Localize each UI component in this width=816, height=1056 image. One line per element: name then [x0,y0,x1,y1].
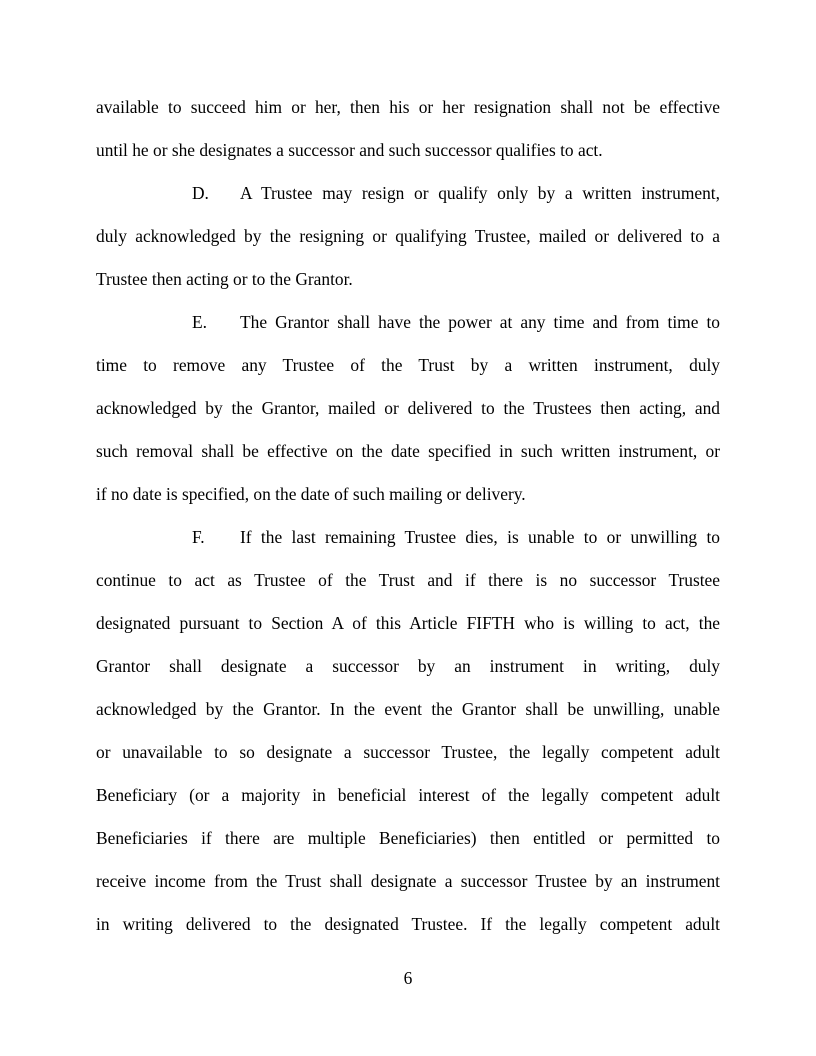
body-text-line: duly acknowledged by the resigning or qualifying Trustee, mailed or delivered to a [96,226,720,246]
paragraph-e-first-line [192,310,720,334]
body-text-line: Beneficiary (or a majority in beneficial interest of the legally competent adult [96,785,720,805]
body-text-line: such removal shall be effective on the date specified in such written instrument, or [96,441,720,461]
paragraph-f-first-line [192,525,720,549]
paragraph-d-first-text: A Trustee may resign or qualify only by a written instrument, [240,183,720,203]
body-text-line: until he or she designates a successor and such successor qualifies to act. [96,140,603,160]
paragraph-e-first-text: The Grantor shall have the power at any time and from time to [240,312,720,332]
body-text-line: or unavailable to so designate a successor Trustee, the legally competent adult [96,742,720,762]
body-text-line: Grantor shall designate a successor by an instrument in writing, duly [96,656,720,676]
page-number: 6 [403,968,413,988]
body-text-line: time to remove any Trustee of the Trust by a written instrument, duly [96,355,720,375]
body-text-line: available to succeed him or her, then his or her resignation shall not be effective [96,97,720,117]
paragraph-f-label: F. [192,527,205,547]
body-text-line: continue to act as Trustee of the Trust and if there is no successor Trustee [96,570,720,590]
body-text-line: Trustee then acting or to the Grantor. [96,269,353,289]
paragraph-f-first-text: If the last remaining Trustee dies, is unable to or unwilling to [240,527,720,547]
paragraph-d-first-line [192,181,720,205]
body-text-line: if no date is specified, on the date of such mailing or delivery. [96,484,526,504]
paragraph-e-label: E. [192,312,207,332]
body-text-line: acknowledged by the Grantor. In the event the Grantor shall be unwilling, unable [96,699,720,719]
paragraph-d-label: D. [192,183,209,203]
body-text-line: Beneficiaries if there are multiple Beneficiaries) then entitled or permitted to [96,828,720,848]
body-text-line: acknowledged by the Grantor, mailed or delivered to the Trustees then acting, and [96,398,720,418]
body-text-line: in writing delivered to the designated Trustee. If the legally competent adult [96,914,720,934]
body-text-line: designated pursuant to Section A of this Article FIFTH who is willing to act, the [96,613,720,633]
body-text-line: receive income from the Trust shall designate a successor Trustee by an instrument [96,871,720,891]
